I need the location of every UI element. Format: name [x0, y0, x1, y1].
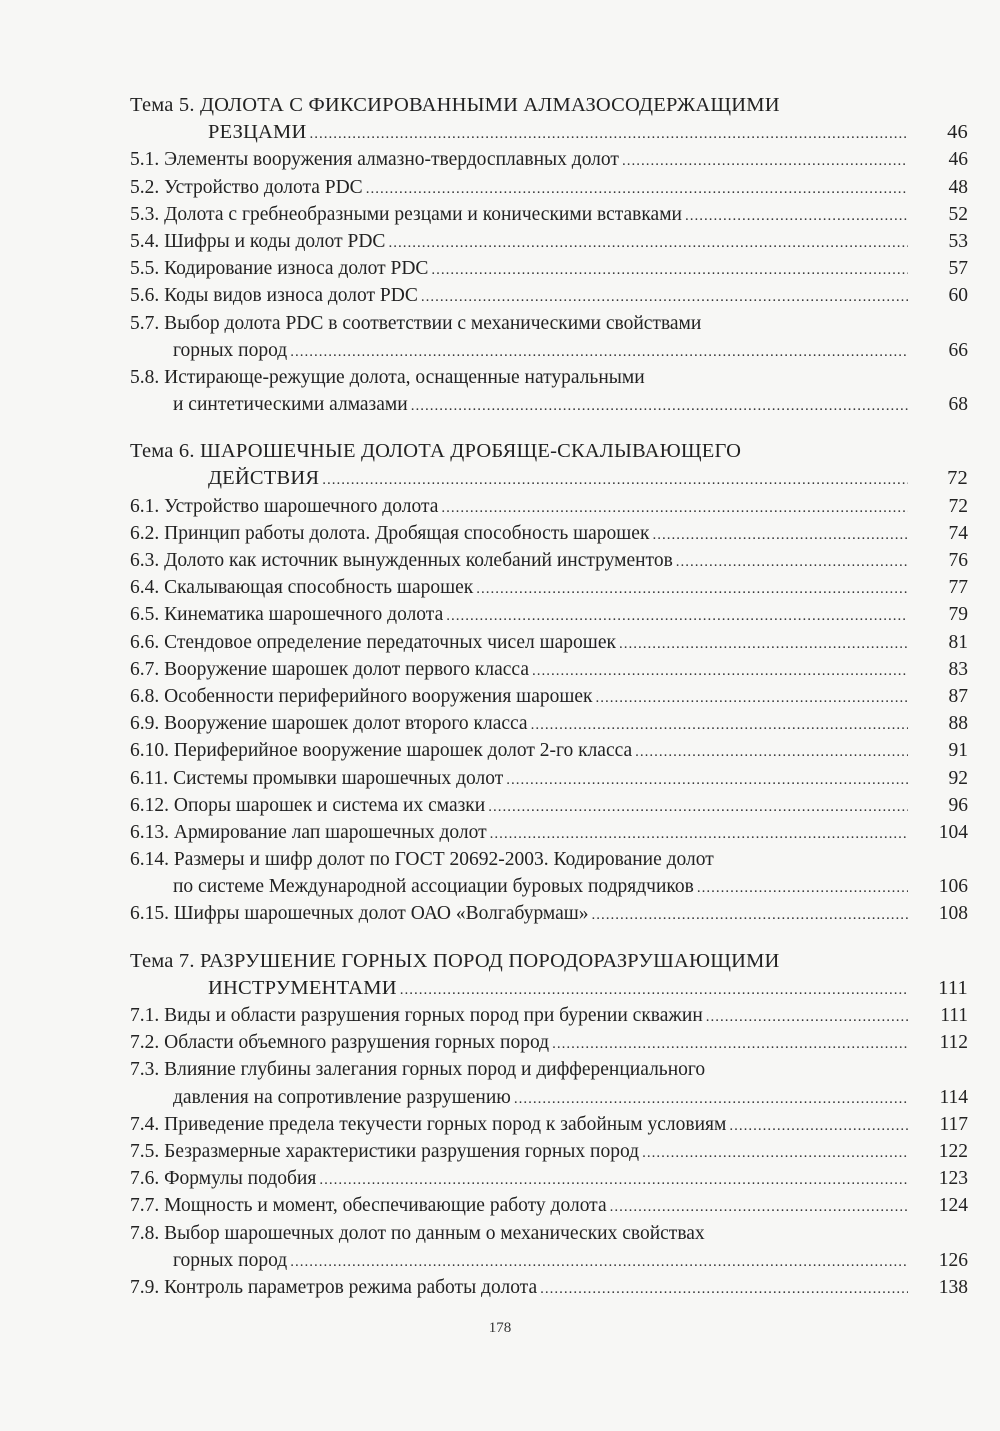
toc-entry: [130, 656, 968, 683]
toc-page-number: 76: [948, 550, 968, 571]
toc-section: [130, 948, 968, 1301]
toc-entry: [130, 493, 968, 520]
toc-entry: [130, 1247, 968, 1274]
toc-page-number: 46: [948, 149, 968, 171]
toc-section: [130, 438, 968, 927]
toc-entry-title: 7.4. Приведение предела текучести горных пород к забойным условиям: [130, 1113, 727, 1135]
dot-leader: [506, 767, 908, 794]
dot-leader: [319, 1167, 908, 1194]
toc-entry-title: 6.4. Скалывающая способность шарошек: [130, 577, 474, 599]
toc-entry-title: 6.7. Вооружение шарошек долот первого класса: [130, 658, 529, 680]
toc-entry-title: 6.14. Размеры и шифр долот по ГОСТ 20692-2003. Кодирование долот: [130, 849, 714, 871]
toc-entry-title: 6.12. Опоры шарошек и система их смазки: [130, 794, 486, 816]
toc-entry-title: 7.8. Выбор шарошечных долот по данным о механических свойствах: [130, 1222, 705, 1244]
toc-page-number: 68: [948, 394, 968, 416]
toc-entry-title: Тема 6. ШАРОШЕЧНЫЕ ДОЛОТА ДРОБЯЩЕ-СКАЛЫВАЮЩЕГО: [130, 440, 742, 463]
toc-entry-title: 5.4. Шифры и коды долот PDC: [130, 230, 386, 252]
toc-page-number: 72: [948, 495, 968, 517]
dot-leader: [411, 393, 908, 420]
toc-entry: [130, 146, 968, 173]
toc-entry-title: 6.13. Армирование лап шарошечных долот: [130, 821, 487, 843]
toc-entry-title: ИНСТРУМЕНТАМИ: [208, 976, 397, 999]
dot-leader: [697, 875, 908, 902]
toc-page-number: 104: [938, 821, 968, 843]
dot-leader: [652, 522, 908, 549]
toc-entry-title: 7.6. Формулы подобия: [130, 1168, 317, 1190]
toc-entry: [130, 337, 968, 364]
dot-leader: [676, 549, 908, 576]
dot-leader: [490, 821, 908, 848]
toc-entry-title: и синтетическими алмазами: [173, 394, 408, 416]
toc-page-number: 123: [938, 1168, 968, 1190]
toc-page-number: 108: [938, 903, 968, 925]
dot-leader: [635, 739, 908, 766]
toc-page-number: 138: [938, 1276, 968, 1298]
dot-leader: [592, 902, 908, 929]
toc-page-number: 91: [948, 740, 968, 762]
dot-leader: [729, 1113, 908, 1140]
toc-entry: [130, 819, 968, 846]
toc-entry: [130, 174, 968, 201]
toc-entry-title: 7.1. Виды и области разрушения горных пород при бурении скважин: [130, 1005, 703, 1026]
toc-page-number: 92: [948, 767, 968, 789]
toc-page-number: 126: [938, 1249, 968, 1271]
toc-entry-title: 5.5. Кодирование износа долот PDC: [130, 258, 429, 280]
toc-entry: [130, 201, 968, 228]
toc-page-number: 79: [948, 604, 968, 626]
toc-entry: [130, 547, 968, 574]
toc-entry-title: давления на сопротивление разрушению: [173, 1086, 511, 1108]
dot-leader: [532, 658, 908, 685]
toc-page-number: 52: [948, 203, 968, 225]
toc-entry: [130, 1192, 968, 1219]
toc-entry: [130, 683, 968, 710]
toc-topic-line: [130, 465, 968, 492]
toc-entry-title: 5.3. Долота с гребнеобразными резцами и коническими вставками: [130, 203, 682, 225]
toc-entry-title: 6.9. Вооружение шарошек долот второго класса: [130, 713, 528, 735]
toc-entry-title: по системе Международной ассоциации буровых подрядчиков: [173, 876, 694, 898]
dot-leader: [540, 1276, 908, 1303]
toc-page-number: 111: [938, 976, 968, 999]
toc-page-number: 88: [948, 713, 968, 735]
toc-page-number: 114: [939, 1086, 968, 1108]
toc-page-number: 111: [940, 1005, 968, 1026]
toc-entry: [130, 574, 968, 601]
toc-entry: [130, 1274, 968, 1301]
toc-entry-title: Тема 7. РАЗРУШЕНИЕ ГОРНЫХ ПОРОД ПОРОДОРАЗРУШАЮЩИМИ: [130, 949, 780, 972]
toc-entry: [130, 1056, 968, 1083]
dot-leader: [610, 1194, 908, 1221]
toc-entry-title: 5.2. Устройство долота PDC: [130, 176, 363, 198]
toc-entry-title: 7.7. Мощность и момент, обеспечивающие работу долота: [130, 1195, 607, 1217]
toc-entry: [130, 310, 968, 337]
toc-entry-title: 6.2. Принцип работы долота. Дробящая способность шарошек: [130, 522, 650, 544]
toc-page-number: 87: [948, 685, 968, 707]
toc-page-number: 48: [948, 176, 968, 198]
toc-entry: [130, 1002, 968, 1029]
toc-entry: [130, 900, 968, 927]
toc-entry: [130, 765, 968, 792]
dot-leader: [421, 284, 908, 311]
toc-entry: [130, 282, 968, 309]
dot-leader: [622, 148, 908, 175]
toc-page-number: 77: [948, 577, 968, 599]
toc-page-number: 124: [938, 1195, 968, 1217]
toc-topic-line: [130, 119, 968, 146]
toc-entry: [130, 1084, 968, 1111]
toc-entry: [130, 391, 968, 418]
dot-leader: [706, 1004, 908, 1031]
dot-leader: [514, 1086, 908, 1113]
dot-leader: [476, 576, 908, 603]
toc-entry: [130, 792, 968, 819]
toc-entry-title: Тема 5. ДОЛОТА С ФИКСИРОВАННЫМИ АЛМАЗОСОДЕРЖАЩИМИ: [130, 94, 780, 116]
toc-entry-title: 7.5. Безразмерные характеристики разрушения горных пород: [130, 1140, 640, 1162]
dot-leader: [488, 794, 908, 821]
dot-leader: [596, 685, 909, 712]
toc-page-number: 74: [948, 522, 968, 544]
toc-topic-line: [130, 975, 968, 1002]
dot-leader: [366, 176, 908, 203]
toc-entry: [130, 1220, 968, 1247]
table-of-contents: [130, 92, 968, 1321]
dot-leader: [446, 603, 908, 630]
toc-topic-line: [130, 438, 968, 465]
toc-entry-title: 6.11. Системы промывки шарошечных долот: [130, 767, 504, 789]
toc-entry-title: 7.3. Влияние глубины залегания горных пород и дифференциального: [130, 1059, 706, 1081]
toc-section: [130, 92, 968, 418]
dot-leader: [310, 121, 909, 148]
dot-leader: [290, 339, 908, 366]
toc-entry-title: РЕЗЦАМИ: [208, 121, 307, 144]
toc-page-number: 117: [939, 1113, 968, 1135]
toc-entry: [130, 520, 968, 547]
toc-entry-title: 6.5. Кинематика шарошечного долота: [130, 604, 444, 626]
toc-page-number: 72: [947, 467, 968, 490]
toc-entry: [130, 228, 968, 255]
toc-entry-title: 6.10. Периферийное вооружение шарошек долот 2-го класса: [130, 740, 633, 762]
toc-entry: [130, 1111, 968, 1138]
toc-page-number: 96: [948, 794, 968, 816]
dot-leader: [552, 1031, 908, 1058]
toc-entry-title: горных пород: [173, 339, 288, 361]
page-number: 178: [488, 1320, 512, 1336]
dot-leader: [322, 467, 908, 494]
toc-entry-title: 7.9. Контроль параметров режима работы долота: [130, 1276, 538, 1298]
toc-entry-title: 7.2. Области объемного разрушения горных пород: [130, 1032, 550, 1054]
toc-entry-title: ДЕЙСТВИЯ: [208, 467, 320, 490]
toc-entry: [130, 255, 968, 282]
toc-entry: [130, 1029, 968, 1056]
toc-entry: [130, 364, 968, 391]
dot-leader: [400, 977, 908, 1004]
dot-leader: [642, 1140, 908, 1167]
toc-entry: [130, 629, 968, 656]
toc-entry-title: 6.8. Особенности периферийного вооружения шарошек: [130, 685, 593, 707]
dot-leader: [441, 495, 908, 522]
toc-entry: [130, 1138, 968, 1165]
toc-page-number: 122: [938, 1140, 968, 1162]
toc-entry: [130, 846, 968, 873]
toc-entry: [130, 1165, 968, 1192]
toc-entry-title: 6.1. Устройство шарошечного долота: [130, 495, 439, 517]
dot-leader: [431, 257, 908, 284]
toc-entry-title: 5.1. Элементы вооружения алмазно-твердосплавных долот: [130, 149, 619, 171]
toc-page-number: 53: [948, 230, 968, 252]
toc-page-number: 66: [948, 339, 968, 361]
toc-page-number: 46: [947, 121, 968, 144]
toc-entry: [130, 873, 968, 900]
dot-leader: [619, 631, 908, 658]
toc-entry-title: 6.6. Стендовое определение передаточных чисел шарошек: [130, 631, 616, 653]
dot-leader: [388, 230, 908, 257]
toc-topic-line: [130, 92, 968, 119]
toc-page-number: 57: [948, 258, 968, 280]
toc-page-number: 112: [939, 1032, 968, 1054]
toc-entry: [130, 601, 968, 628]
toc-page-number: 81: [948, 631, 968, 653]
toc-entry: [130, 710, 968, 737]
toc-page-number: 83: [948, 658, 968, 680]
toc-topic-line: [130, 948, 968, 975]
toc-entry-title: 6.3. Долото как источник вынужденных колебаний инструментов: [130, 550, 673, 571]
toc-entry-title: 5.6. Коды видов износа долот PDC: [130, 285, 418, 307]
dot-leader: [531, 712, 908, 739]
dot-leader: [685, 203, 908, 230]
toc-entry-title: 5.8. Истирающе-режущие долота, оснащенные натуральными: [130, 366, 645, 388]
toc-entry: [130, 737, 968, 764]
toc-entry-title: 5.7. Выбор долота PDC в соответствии с механическими свойствами: [130, 312, 702, 334]
toc-page-number: 60: [948, 285, 968, 307]
toc-entry-title: 6.15. Шифры шарошечных долот ОАО «Волгабурмаш»: [130, 903, 589, 925]
toc-page-number: 106: [938, 876, 968, 898]
toc-entry-title: горных пород: [173, 1249, 288, 1271]
dot-leader: [290, 1249, 908, 1276]
